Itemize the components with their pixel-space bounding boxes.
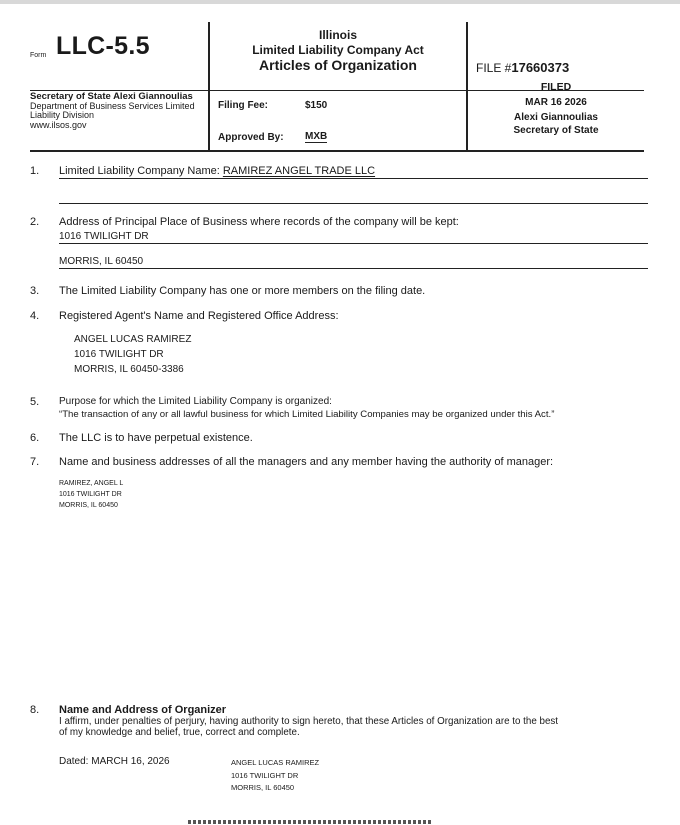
filed-by-title: Secretary of State bbox=[513, 125, 599, 136]
dated-value: MARCH 16, 2026 bbox=[91, 756, 170, 767]
organizer-street: 1016 TWILIGHT DR bbox=[231, 770, 299, 780]
website-link[interactable]: www.ilsos.gov bbox=[30, 119, 87, 130]
manager-name: RAMIREZ, ANGEL L bbox=[59, 480, 124, 487]
item-5-text: Purpose for which the Limited Liability Company is organized: bbox=[59, 396, 332, 407]
item-8-heading: Name and Address of Organizer bbox=[59, 704, 227, 716]
filing-fee-value: $150 bbox=[305, 100, 328, 111]
item-5-number: 5. bbox=[30, 396, 40, 408]
filed-stamp bbox=[468, 80, 644, 137]
company-name-line bbox=[59, 178, 648, 179]
item-7-number: 7. bbox=[30, 456, 40, 468]
file-number-value: 17660373 bbox=[511, 60, 570, 75]
principal-address-underline-1 bbox=[59, 243, 648, 244]
item-3-text: The Limited Liability Company has one or more members on the filing date. bbox=[59, 285, 426, 297]
affirmation-line-2: of my knowledge and belief, true, correct and complete. bbox=[59, 727, 300, 738]
item-2-label: Address of Principal Place of Business where records of the company will be kept: bbox=[59, 216, 459, 228]
item-6-text: The LLC is to have perpetual existence. bbox=[59, 432, 253, 444]
division-name: Liability Division bbox=[30, 110, 95, 120]
title-act: Limited Liability Company Act bbox=[252, 43, 424, 57]
company-name-value: RAMIREZ ANGEL TRADE LLC bbox=[222, 165, 376, 177]
form-label: Form bbox=[30, 52, 47, 59]
dated-field bbox=[59, 756, 170, 767]
filing-fee-label: Filing Fee: bbox=[218, 100, 268, 111]
organizer-address bbox=[231, 757, 319, 795]
item-1-label: Limited Liability Company Name: RAMIREZ ANGEL TRADE LLC bbox=[59, 165, 376, 177]
filed-by-name: Alexi Giannoulias bbox=[514, 112, 598, 123]
item-2-number: 2. bbox=[30, 216, 40, 228]
file-number bbox=[476, 60, 569, 75]
item-6-number: 6. bbox=[30, 432, 40, 444]
agent-name: ANGEL LUCAS RAMIREZ bbox=[74, 334, 192, 345]
organizer-city: MORRIS, IL 60450 bbox=[231, 783, 295, 792]
company-name-line-2 bbox=[59, 203, 648, 204]
secretary-of-state-info bbox=[30, 92, 208, 130]
agent-city: MORRIS, IL 60450-3386 bbox=[74, 364, 184, 375]
registered-agent-address bbox=[74, 332, 191, 377]
file-number-label: FILE # bbox=[476, 61, 512, 75]
document-title bbox=[210, 28, 466, 73]
filed-label: FILED bbox=[540, 81, 572, 93]
manager-city: MORRIS, IL 60450 bbox=[59, 502, 118, 509]
sos-name: Secretary of State Alexi Giannoulias bbox=[30, 91, 193, 102]
item-3-number: 3. bbox=[30, 285, 40, 297]
title-state: Illinois bbox=[318, 28, 357, 42]
organizer-affirmation bbox=[30, 716, 559, 738]
department-name: Department of Business Services Limited bbox=[30, 100, 195, 111]
agent-street: 1016 TWILIGHT DR bbox=[74, 349, 164, 360]
manager-street: 1016 TWILIGHT DR bbox=[59, 491, 122, 498]
principal-address-underline-2 bbox=[59, 268, 648, 269]
item-4-number: 4. bbox=[30, 310, 40, 322]
item-1-number: 1. bbox=[30, 165, 40, 177]
item-7-text: Name and business addresses of all the managers and any member having the authority of manager: bbox=[59, 456, 554, 468]
item-8-number: 8. bbox=[30, 704, 40, 716]
approved-by-label: Approved By: bbox=[218, 132, 284, 143]
form-number: LLC-5.5 bbox=[56, 32, 150, 60]
dated-label: Dated: bbox=[59, 756, 89, 767]
manager-address bbox=[59, 478, 123, 511]
organizer-name: ANGEL LUCAS RAMIREZ bbox=[231, 758, 320, 767]
title-articles: Articles of Organization bbox=[259, 57, 417, 73]
footer-cutoff bbox=[188, 820, 432, 824]
affirmation-line-1: I affirm, under penalties of perjury, having authority to sign hereto, that these Articles of Organization are to the best bbox=[59, 716, 559, 727]
item-4-text: Registered Agent's Name and Registered Office Address: bbox=[59, 310, 339, 322]
viewer-top-edge bbox=[0, 0, 680, 4]
header-divider-bottom bbox=[30, 150, 644, 152]
approved-by-value: MXB bbox=[305, 131, 328, 142]
filed-date: MAR 16 2026 bbox=[525, 97, 587, 108]
form-header bbox=[30, 22, 644, 152]
